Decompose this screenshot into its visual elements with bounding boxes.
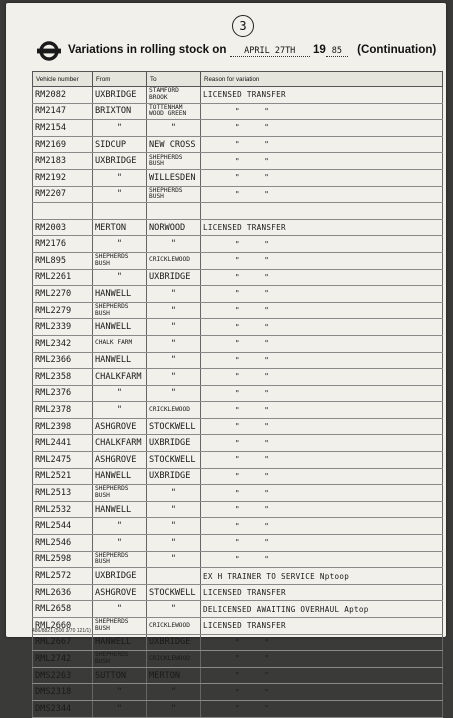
table-row: [33, 418, 443, 435]
table-row: [33, 684, 443, 701]
reason-cell: " ": [201, 236, 443, 253]
to-cell: ": [147, 684, 201, 701]
to-cell: ": [147, 485, 201, 502]
to-cell: SHEPHERDS BUSH: [147, 186, 201, 203]
vehicle-cell: RM2176: [33, 236, 93, 253]
continuation-label: (Continuation): [357, 43, 437, 56]
table-row: [33, 551, 443, 568]
from-cell: BRIXTON: [93, 103, 147, 120]
table-row: [33, 136, 443, 153]
reason-cell: " ": [201, 402, 443, 419]
from-cell: ": [93, 169, 147, 186]
vehicle-cell: RML2667: [33, 634, 93, 651]
to-cell: UXBRIDGE: [147, 634, 201, 651]
reason-cell: LICENSED TRANSFER: [201, 618, 443, 635]
to-cell: ": [147, 286, 201, 303]
vehicle-cell: RML2513: [33, 485, 93, 502]
reason-cell: " ": [201, 667, 443, 684]
from-cell: ": [93, 518, 147, 535]
reason-cell: LICENSED TRANSFER: [201, 87, 443, 104]
column-header-from: From: [93, 72, 147, 87]
to-cell: UXBRIDGE: [147, 435, 201, 452]
from-cell: HANWELL: [93, 468, 147, 485]
table-header-row: [33, 72, 443, 87]
to-cell: STOCKWELL: [147, 452, 201, 469]
vehicle-cell: RML2441: [33, 435, 93, 452]
reason-cell: " ": [201, 518, 443, 535]
from-cell: SUTTON: [93, 667, 147, 684]
year-prefix: 19: [312, 43, 326, 56]
reason-cell: " ": [201, 103, 443, 120]
column-header-reason: Reason for variation: [201, 72, 443, 87]
to-cell: ": [147, 551, 201, 568]
to-cell: ": [147, 700, 201, 717]
to-cell: ": [147, 352, 201, 369]
to-cell: CRICKLEWOOD: [147, 651, 201, 668]
table-row: [33, 103, 443, 120]
table-row: [33, 667, 443, 684]
from-cell: SHEPHERDS BUSH: [93, 551, 147, 568]
vehicle-cell: RML2261: [33, 269, 93, 286]
from-cell: CHALKFARM: [93, 435, 147, 452]
vehicle-cell: DMS2344: [33, 700, 93, 717]
from-cell: ": [93, 684, 147, 701]
from-cell: HANWELL: [93, 319, 147, 336]
reason-cell: " ": [201, 485, 443, 502]
to-cell: ": [147, 518, 201, 535]
vehicle-cell: RM2082: [33, 87, 93, 104]
table-row: [33, 236, 443, 253]
table-row: [33, 601, 443, 618]
from-cell: CHALKFARM: [93, 369, 147, 386]
to-cell: SHEPHERDS BUSH: [147, 153, 201, 170]
to-cell: UXBRIDGE: [147, 468, 201, 485]
table-row: [33, 568, 443, 585]
table-row: [33, 369, 443, 386]
from-cell: ": [93, 700, 147, 717]
from-cell: SIDCUP: [93, 136, 147, 153]
from-cell: ASHGROVE: [93, 452, 147, 469]
to-cell: NORWOOD: [147, 219, 201, 236]
from-cell: UXBRIDGE: [93, 153, 147, 170]
reason-cell: DELICENSED AWAITING OVERHAUL Aptop: [201, 601, 443, 618]
reason-cell: " ": [201, 369, 443, 386]
reason-cell: " ": [201, 684, 443, 701]
table-row: [33, 186, 443, 203]
table-row: [33, 219, 443, 236]
from-cell: HANWELL: [93, 352, 147, 369]
vehicle-cell: RML2742: [33, 651, 93, 668]
from-cell: ": [93, 120, 147, 137]
reason-cell: " ": [201, 634, 443, 651]
vehicle-cell: DMS2263: [33, 667, 93, 684]
vehicle-cell: RML2366: [33, 352, 93, 369]
reason-cell: " ": [201, 452, 443, 469]
from-cell: SHEPHERDS BUSH: [93, 485, 147, 502]
roundel-logo-icon: [36, 41, 62, 61]
to-cell: CRICKLEWOOD: [147, 252, 201, 269]
from-cell: SHEPHERDS BUSH: [93, 252, 147, 269]
table-body: [33, 87, 443, 718]
vehicle-cell: RML2546: [33, 535, 93, 552]
to-cell: CRICKLEWOOD: [147, 402, 201, 419]
from-cell: ": [93, 601, 147, 618]
to-cell: ": [147, 120, 201, 137]
to-cell: ": [147, 319, 201, 336]
to-cell: NEW CROSS: [147, 136, 201, 153]
from-cell: CHALK FARM: [93, 335, 147, 352]
to-cell: [147, 203, 201, 220]
from-cell: SHEPHERDS BUSH: [93, 651, 147, 668]
document-title: [68, 43, 443, 57]
vehicle-cell: RML2376: [33, 385, 93, 402]
table-row: [33, 120, 443, 137]
vehicle-cell: RM2207: [33, 186, 93, 203]
reason-cell: " ": [201, 551, 443, 568]
reason-cell: " ": [201, 186, 443, 203]
year-field: 85: [326, 46, 348, 57]
from-cell: SHEPHERDS BUSH: [93, 618, 147, 635]
rolling-stock-table: [32, 71, 443, 718]
table-row: [33, 518, 443, 535]
title-text: Variations in rolling stock on: [68, 43, 227, 56]
reason-cell: " ": [201, 468, 443, 485]
reason-cell: " ": [201, 418, 443, 435]
reason-cell: LICENSED TRANSFER: [201, 219, 443, 236]
vehicle-cell: RM2154: [33, 120, 93, 137]
table-row: [33, 435, 443, 452]
vehicle-cell: RML2358: [33, 369, 93, 386]
table-row: [33, 153, 443, 170]
vehicle-cell: RML2378: [33, 402, 93, 419]
from-cell: MERTON: [93, 219, 147, 236]
reason-cell: " ": [201, 385, 443, 402]
vehicle-cell: RML2339: [33, 319, 93, 336]
reason-cell: EX H TRAINER TO SERVICE Nptoop: [201, 568, 443, 585]
vehicle-cell: RML2279: [33, 302, 93, 319]
vehicle-cell: RML2398: [33, 418, 93, 435]
vehicle-cell: RML895: [33, 252, 93, 269]
reason-cell: " ": [201, 335, 443, 352]
to-cell: ": [147, 501, 201, 518]
to-cell: ": [147, 335, 201, 352]
from-cell: UXBRIDGE: [93, 87, 147, 104]
table-row: [33, 618, 443, 635]
table-row: [33, 169, 443, 186]
from-cell: SHEPHERDS BUSH: [93, 302, 147, 319]
from-cell: HANWELL: [93, 501, 147, 518]
reason-cell: " ": [201, 319, 443, 336]
reason-cell: " ": [201, 252, 443, 269]
to-cell: ": [147, 385, 201, 402]
table-row: [33, 485, 443, 502]
table-row: [33, 651, 443, 668]
vehicle-cell: RM2147: [33, 103, 93, 120]
reason-cell: " ": [201, 435, 443, 452]
reason-cell: " ": [201, 120, 443, 137]
from-cell: ": [93, 402, 147, 419]
reason-cell: " ": [201, 136, 443, 153]
table-row: [33, 286, 443, 303]
to-cell: STOCKWELL: [147, 584, 201, 601]
vehicle-cell: RML2660: [33, 618, 93, 635]
to-cell: ": [147, 369, 201, 386]
vehicle-cell: [33, 203, 93, 220]
from-cell: ASHGROVE: [93, 418, 147, 435]
vehicle-cell: RML2544: [33, 518, 93, 535]
vehicle-cell: RML2521: [33, 468, 93, 485]
reason-cell: " ": [201, 169, 443, 186]
table-row: [33, 468, 443, 485]
table-row: [33, 252, 443, 269]
from-cell: ": [93, 186, 147, 203]
vehicle-cell: DMS2318: [33, 684, 93, 701]
from-cell: ": [93, 269, 147, 286]
to-cell: ": [147, 535, 201, 552]
table-row: [33, 634, 443, 651]
table-row: [33, 452, 443, 469]
table-row: [33, 87, 443, 104]
from-cell: HANWELL: [93, 634, 147, 651]
vehicle-cell: RML2572: [33, 568, 93, 585]
vehicle-cell: RM2169: [33, 136, 93, 153]
page-number: 3: [232, 15, 254, 37]
to-cell: ": [147, 236, 201, 253]
from-cell: ": [93, 236, 147, 253]
from-cell: ": [93, 385, 147, 402]
to-cell: STOCKWELL: [147, 418, 201, 435]
reason-cell: " ": [201, 700, 443, 717]
reason-cell: LICENSED TRANSFER: [201, 584, 443, 601]
reason-cell: " ": [201, 651, 443, 668]
to-cell: TOTTENHAM WOOD GREEN: [147, 103, 201, 120]
vehicle-cell: RM2192: [33, 169, 93, 186]
from-cell: ASHGROVE: [93, 584, 147, 601]
reason-cell: " ": [201, 501, 443, 518]
from-cell: UXBRIDGE: [93, 568, 147, 585]
vehicle-cell: RML2342: [33, 335, 93, 352]
vehicle-cell: RM2003: [33, 219, 93, 236]
reason-cell: " ": [201, 302, 443, 319]
vehicle-cell: RM2183: [33, 153, 93, 170]
to-cell: [147, 568, 201, 585]
column-header-to: To: [147, 72, 201, 87]
table-row: [33, 352, 443, 369]
vehicle-cell: RML2532: [33, 501, 93, 518]
vehicle-cell: RML2636: [33, 584, 93, 601]
from-cell: HANWELL: [93, 286, 147, 303]
to-cell: WILLESDEN: [147, 169, 201, 186]
reason-cell: [201, 203, 443, 220]
table-row: [33, 584, 443, 601]
form-code: 486/8821 (500 3/70 121/1): [32, 628, 91, 634]
table-row: [33, 535, 443, 552]
table-row: [33, 203, 443, 220]
vehicle-cell: RML2270: [33, 286, 93, 303]
table-row: [33, 302, 443, 319]
table-row: [33, 385, 443, 402]
from-cell: [93, 203, 147, 220]
to-cell: UXBRIDGE: [147, 269, 201, 286]
table-row: [33, 269, 443, 286]
reason-cell: " ": [201, 286, 443, 303]
document-sheet: [6, 3, 446, 714]
to-cell: ": [147, 302, 201, 319]
date-field: APRIL 27TH: [230, 46, 310, 57]
from-cell: ": [93, 535, 147, 552]
table-row: [33, 319, 443, 336]
reason-cell: " ": [201, 535, 443, 552]
reason-cell: " ": [201, 352, 443, 369]
to-cell: MERTON: [147, 667, 201, 684]
vehicle-cell: RML2658: [33, 601, 93, 618]
to-cell: ": [147, 601, 201, 618]
table-row: [33, 501, 443, 518]
to-cell: STAMFORD BROOK: [147, 87, 201, 104]
table-row: [33, 335, 443, 352]
vehicle-cell: RML2598: [33, 551, 93, 568]
table-row: [33, 402, 443, 419]
to-cell: CRICKLEWOOD: [147, 618, 201, 635]
table-row: [33, 700, 443, 717]
vehicle-cell: RML2475: [33, 452, 93, 469]
reason-cell: " ": [201, 269, 443, 286]
column-header-vehicle: Vehicle number: [33, 72, 93, 87]
reason-cell: " ": [201, 153, 443, 170]
